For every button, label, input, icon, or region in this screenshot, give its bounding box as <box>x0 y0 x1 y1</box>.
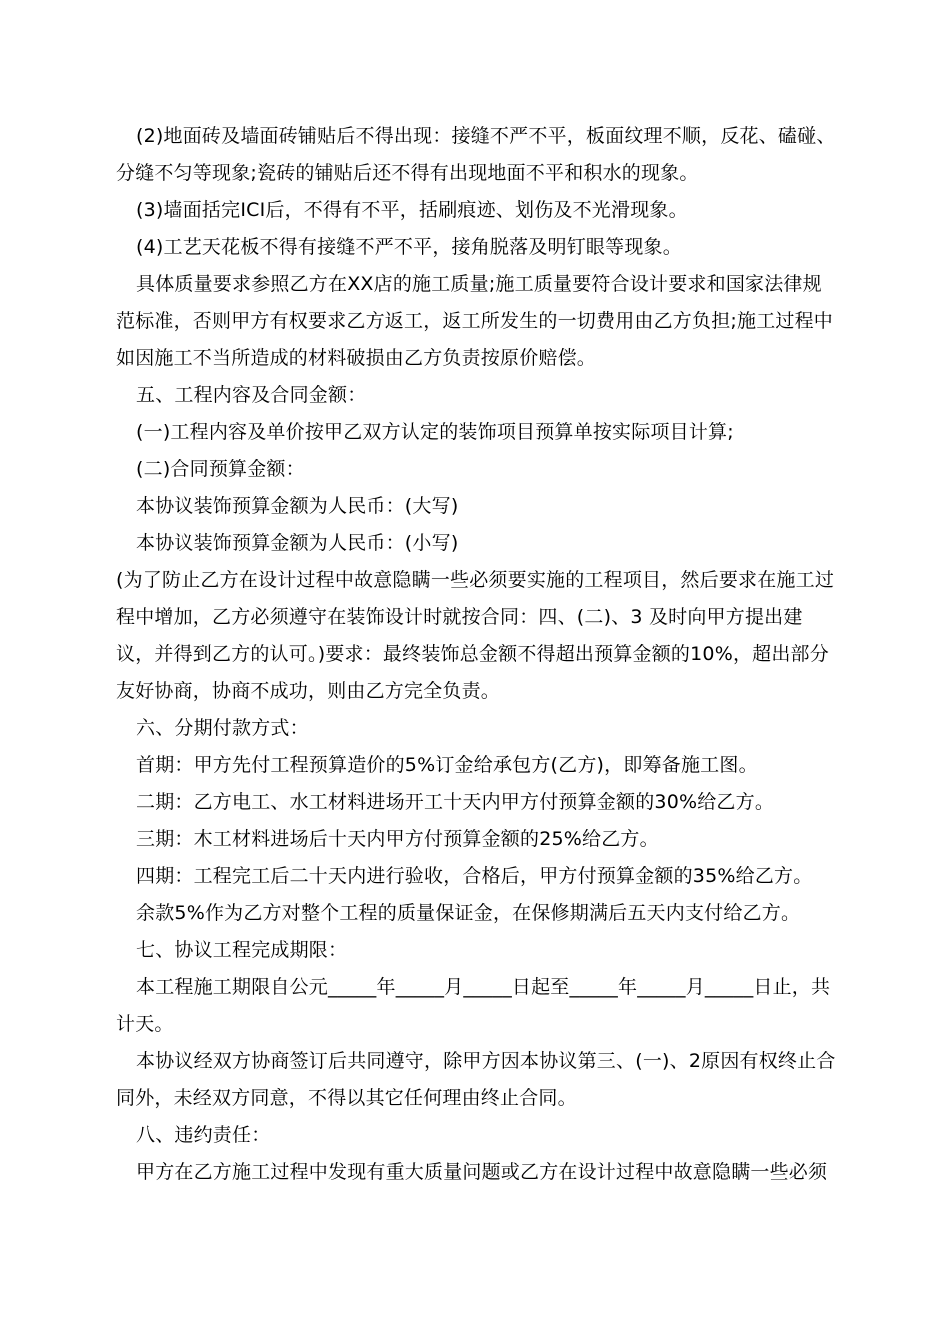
paragraph-breach: 甲方在乙方施工过程中发现有重大质量问题或乙方在设计过程中故意隐瞒一些必须 <box>136 1161 828 1183</box>
paragraph-budget-uppercase: 本协议装饰预算金额为人民币：(大写) <box>136 495 459 517</box>
paragraph-wall-ici-requirements: (3)墙面括完ICI后，不得有不平，括刷痕迹、划伤及不光滑现象。 <box>136 199 688 221</box>
paragraph-budget-lowercase: 本协议装饰预算金额为人民币：(小写) <box>136 532 459 554</box>
paragraph-payment-phase-1: 首期：甲方先付工程预算造价的5%订金给承包方(乙方)，即筹备施工图。 <box>136 754 758 776</box>
section-heading-8: 八、违约责任： <box>136 1124 271 1146</box>
paragraph-payment-phase-2: 二期：乙方电工、水工材料进场开工十天内甲方付预算金额的30%给乙方。 <box>136 791 775 813</box>
paragraph-termination: 本协议经双方协商签订后共同遵守，除甲方因本协议第三、(一)、2原因有权终止合同外，未经双方同意，不得以其它任何理由终止合同。 <box>116 1050 836 1109</box>
paragraph-work-content: (一)工程内容及单价按甲乙双方认定的装饰项目预算单按实际项目计算; <box>136 421 734 443</box>
paragraph-payment-phase-4: 四期：工程完工后二十天内进行验收，合格后，甲方付预算金额的35%给乙方。 <box>136 865 813 887</box>
paragraph-retention: 余款5%作为乙方对整个工程的质量保证金，在保修期满后五天内支付给乙方。 <box>136 902 801 924</box>
paragraph-budget-note: (为了防止乙方在设计过程中故意隐瞒一些必须要实施的工程项目，然后要求在施工过程中增加，乙方必须遵守在装饰设计时就按合同：四、(二)、3 及时向甲方提出建议，并得到乙方的认可。)要求：最终装饰总金额不得超出预算金额的10%，超出部分友好协商，协商不成功，则由乙方完全负责。 <box>116 569 835 702</box>
paragraph-quality-reference: 具体质量要求参照乙方在XX店的施工质量;施工质量要符合设计要求和国家法律规范标准，否则甲方有权要求乙方返工，返工所发生的一切费用由乙方负担;施工过程中如因施工不当所造成的材料破损由乙方负责按原价赔偿。 <box>116 273 834 369</box>
section-heading-6: 六、分期付款方式： <box>136 717 309 739</box>
paragraph-floor-tile-requirements: (2)地面砖及墙面砖铺贴后不得出现：接缝不严不平，板面纹理不顺，反花、磕碰、分缝不匀等现象;瓷砖的铺贴后还不得有出现地面不平和积水的现象。 <box>116 125 836 184</box>
paragraph-ceiling-requirements: (4)工艺天花板不得有接缝不严不平，接角脱落及明钉眼等现象。 <box>136 236 682 258</box>
section-heading-5: 五、工程内容及合同金额： <box>136 384 367 406</box>
paragraph-schedule: 本工程施工期限自公元_____年_____月_____日起至_____年_____月_____日止，共计天。 <box>116 976 831 1035</box>
section-heading-7: 七、协议工程完成期限： <box>136 939 348 961</box>
paragraph-payment-phase-3: 三期：木工材料进场后十天内甲方付预算金额的25%给乙方。 <box>136 828 659 850</box>
document-body <box>116 118 836 1191</box>
paragraph-budget-heading: (二)合同预算金额： <box>136 458 305 480</box>
